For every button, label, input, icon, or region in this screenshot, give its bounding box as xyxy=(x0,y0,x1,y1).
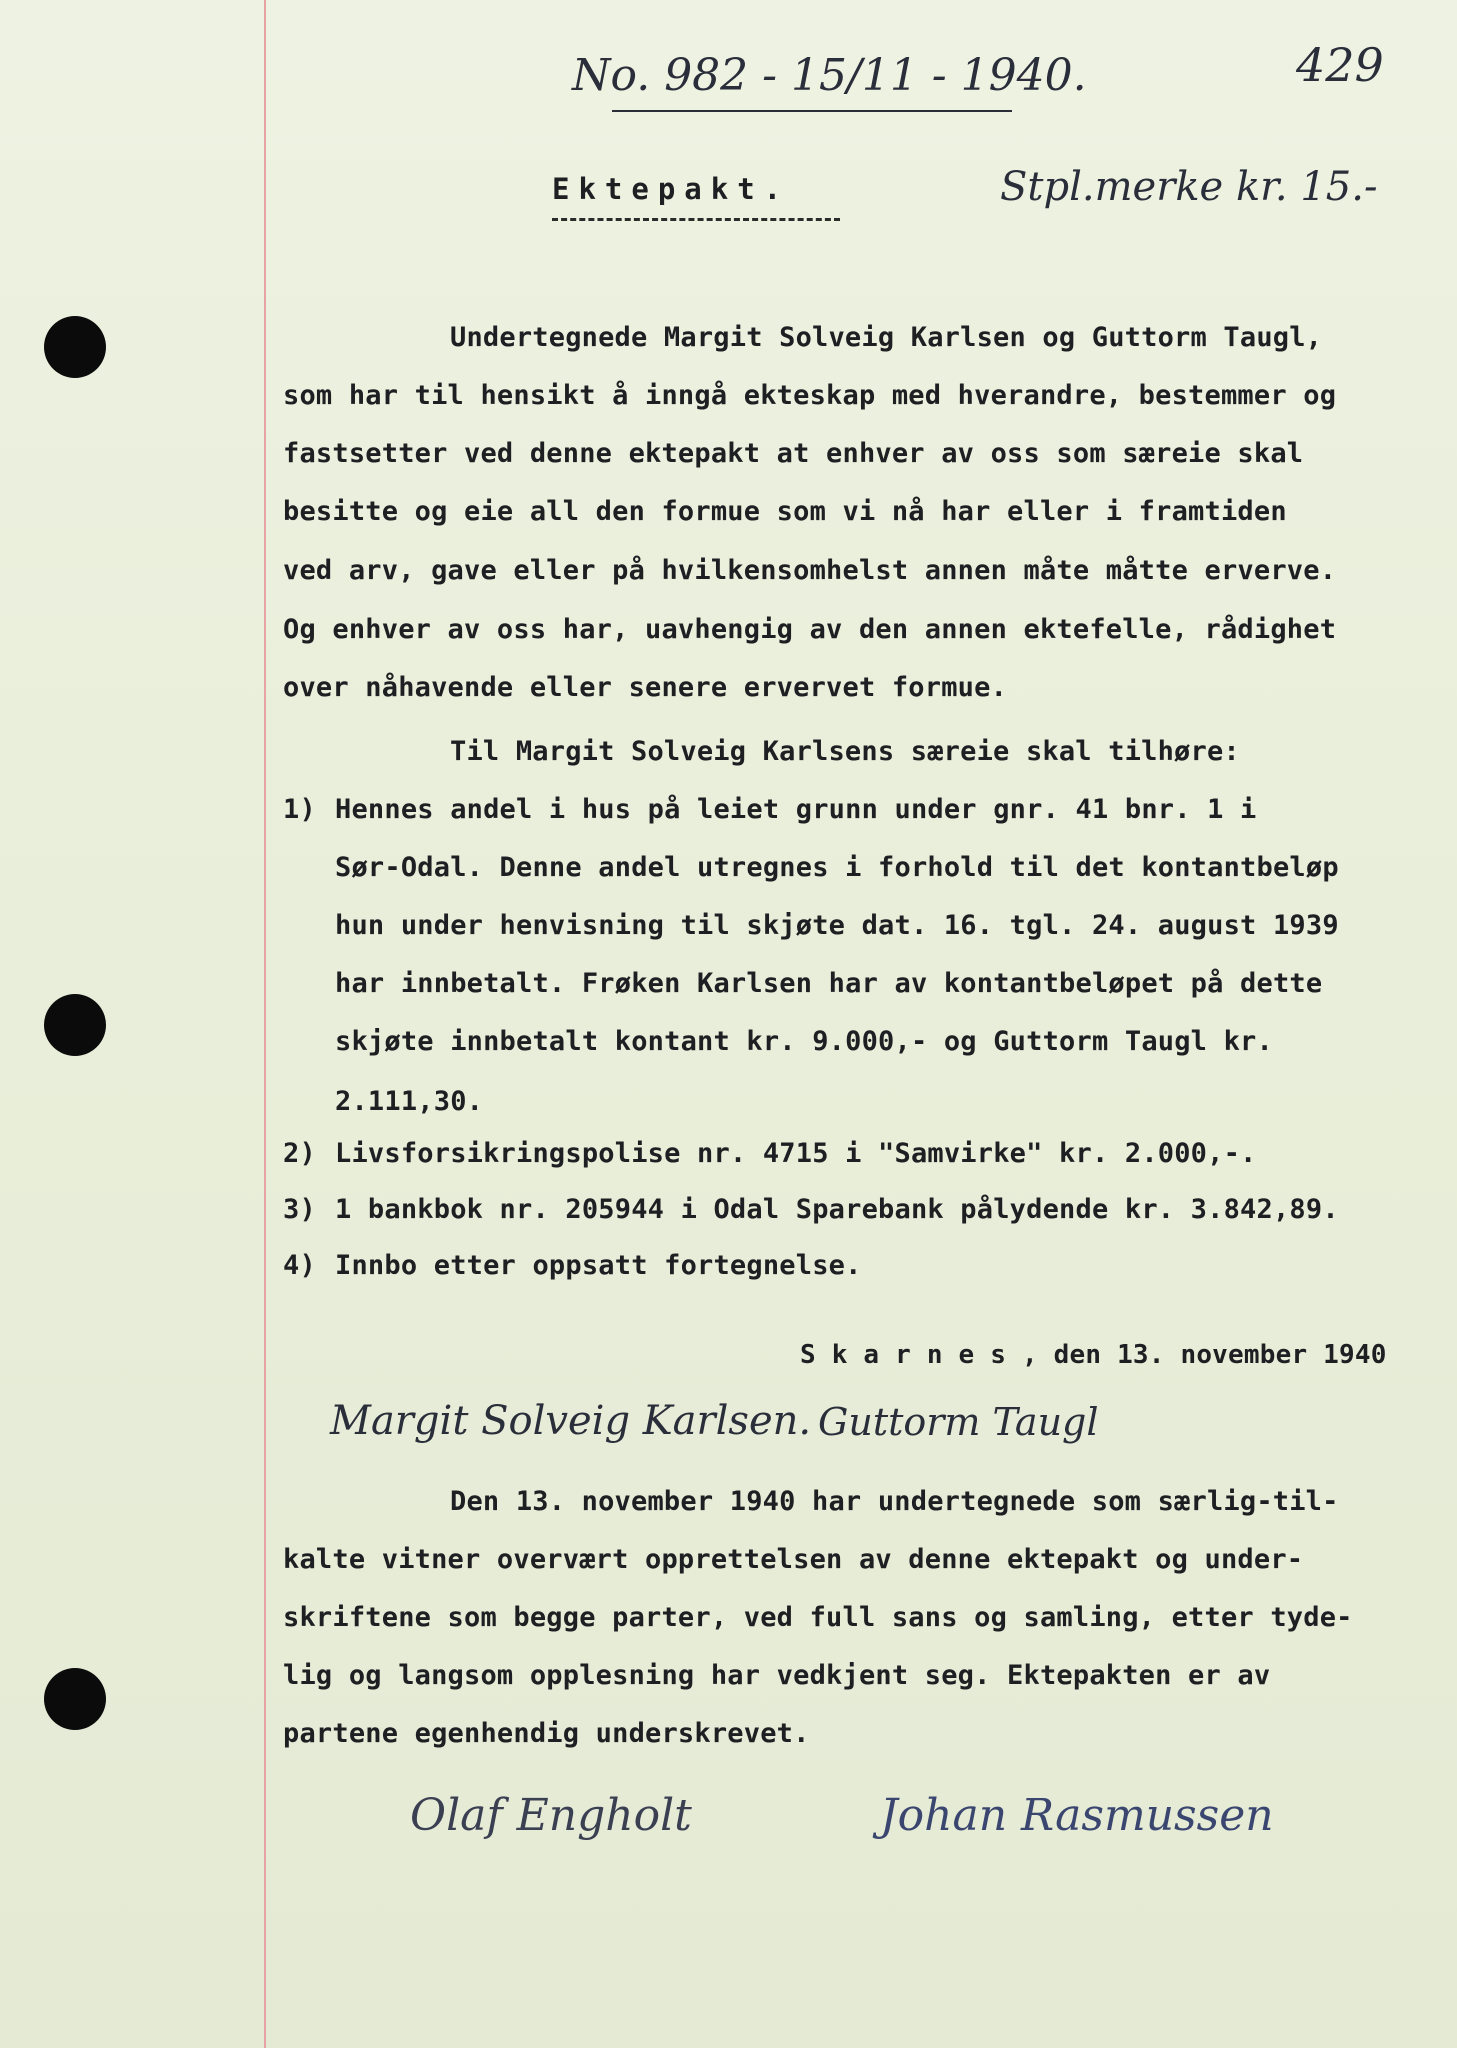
paragraph-1-line-6: Og enhver av oss har, uavhengig av den annen ektefelle, rådighet xyxy=(283,614,1337,645)
paragraph-1-line-4: besitte og eie all den formue som vi nå har eller i framtiden xyxy=(283,496,1287,527)
signature-margit-karlsen: Margit Solveig Karlsen. xyxy=(330,1398,812,1444)
paragraph-1-line-7: over nåhavende eller senere ervervet formue. xyxy=(283,672,1008,703)
item-4-line-1: Innbo etter oppsatt fortegnelse. xyxy=(335,1250,862,1281)
item-1-line-2: Sør-Odal. Denne andel utregnes i forhold til det kontantbeløp xyxy=(335,852,1339,883)
witness-line-3: skriftene som begge parter, ved full sans og samling, etter tyde- xyxy=(283,1602,1353,1633)
item-2-line-1: Livsforsikringspolise nr. 4715 i "Samvirke" kr. 2.000,-. xyxy=(335,1138,1257,1169)
signature-witness-johan: Johan Rasmussen xyxy=(880,1790,1274,1841)
item-1-line-1: Hennes andel i hus på leiet grunn under gnr. 41 bnr. 1 i xyxy=(335,794,1257,825)
item-1-line-6: 2.111,30. xyxy=(335,1086,484,1117)
item-2-number: 2) xyxy=(283,1138,316,1169)
item-1-number: 1) xyxy=(283,794,316,825)
item-1-line-4: har innbetalt. Frøken Karlsen har av kontantbeløpet på dette xyxy=(335,968,1323,999)
item-4-number: 4) xyxy=(283,1250,316,1281)
paragraph-2-line-1: Til Margit Solveig Karlsens særeie skal tilhøre: xyxy=(450,736,1240,767)
item-1-line-5: skjøte innbetalt kontant kr. 9.000,- og Guttorm Taugl kr. xyxy=(335,1026,1273,1057)
item-3-number: 3) xyxy=(283,1194,316,1225)
paragraph-1-line-2: som har til hensikt å inngå ekteskap med hverandre, bestemmer og xyxy=(283,380,1337,411)
signature-guttorm-taugl: Guttorm Taugl xyxy=(818,1400,1099,1444)
witness-line-2: kalte vitner overvært opprettelsen av denne ektepakt og under- xyxy=(283,1544,1304,1575)
stamp-note: Stpl.merke kr. 15.- xyxy=(1000,164,1378,210)
page-number: 429 xyxy=(1296,38,1384,92)
item-3-line-1: 1 bankbok nr. 205944 i Odal Sparebank pålydende kr. 3.842,89. xyxy=(335,1194,1339,1225)
paragraph-1-line-5: ved arv, gave eller på hvilkensomhelst annen måte måtte erverve. xyxy=(283,555,1337,586)
punch-hole-top xyxy=(44,316,106,378)
witness-line-4: lig og langsom opplesning har vedkjent seg. Ektepakten er av xyxy=(283,1660,1271,1691)
signature-witness-olaf: Olaf Engholt xyxy=(410,1790,692,1841)
paragraph-1-line-3: fastsetter ved denne ektepakt at enhver av oss som særeie skal xyxy=(283,438,1304,469)
witness-line-1: Den 13. november 1940 har undertegnede som særlig-til- xyxy=(450,1486,1339,1517)
paragraph-1-line-1: Undertegnede Margit Solveig Karlsen og Guttorm Taugl, xyxy=(450,322,1323,353)
punch-hole-bottom xyxy=(44,1668,106,1730)
place-date: S k a r n e s , den 13. november 1940 xyxy=(800,1340,1387,1370)
title-underline xyxy=(552,218,840,221)
record-number: No. 982 - 15/11 - 1940. xyxy=(572,50,1087,101)
margin-rule xyxy=(264,0,266,2048)
document-title: Ektepakt. xyxy=(552,172,791,206)
record-number-underline xyxy=(612,110,1012,112)
item-1-line-3: hun under henvisning til skjøte dat. 16. tgl. 24. august 1939 xyxy=(335,910,1339,941)
punch-hole-middle xyxy=(44,994,106,1056)
witness-line-5: partene egenhendig underskrevet. xyxy=(283,1718,810,1749)
